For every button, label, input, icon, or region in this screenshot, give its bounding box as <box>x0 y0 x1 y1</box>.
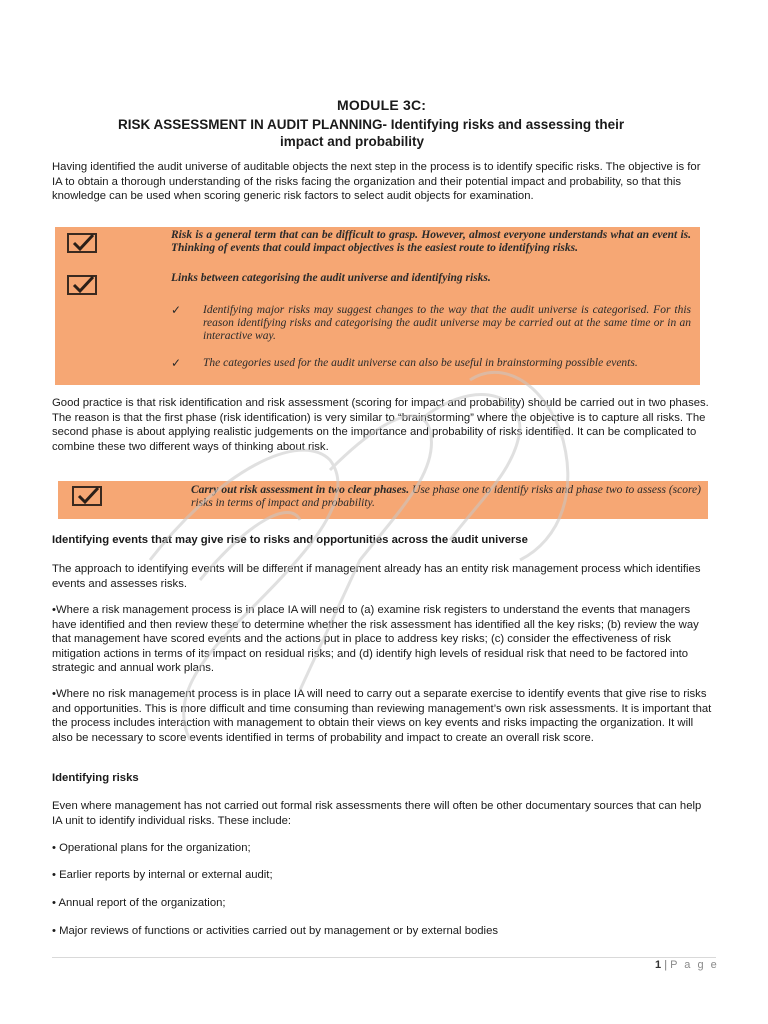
title-line-2: impact and probability <box>280 134 425 149</box>
list-item: • Operational plans for the organization; <box>52 842 251 854</box>
callout-box-1 <box>55 227 700 385</box>
page-number: 1 <box>655 959 662 971</box>
approach-paragraph: The approach to identifying events will be different if management already has an entity risk management process which identifies events and assesses risks. <box>52 563 701 590</box>
bullet-paragraph-1 <box>52 603 712 676</box>
section-heading-risks: Identifying risks <box>52 772 139 784</box>
tick-icon: ✓ <box>171 356 182 370</box>
bullet-text-1: Where a risk management process is in place IA will need to (a) examine risk registers to understand the events that managers have identified and then review these to determine whether the risk assessment has identified all the key risks; (b) review the way that management have scored events and the actions put in place to address key risks; (c) consider the effectiveness of risk mitigation actions in terms of its impact on residual risks; and (d) identify high levels of residual risk that need to be factored into strategic and annual work plans. <box>52 604 699 675</box>
bullet-paragraph-2 <box>52 687 712 745</box>
callout-tick-1: Identifying major risks may suggest changes to the way that the audit universe is categorised. For this reason identifying risks and categorising the audit universe may be carried out at the same time or in an interactive way. <box>203 304 691 342</box>
page-label: P a g e <box>670 959 719 971</box>
intro-paragraph: Having identified the audit universe of auditable objects the next step in the process is to identify specific risks. The objective is for IA to obtain a thorough understanding of the risks facing the organization and their potential impact and probability, so that this knowledge can be used when scoring generic risk factors to select audit objects for examination. <box>52 161 701 203</box>
checkbox-icon <box>67 233 97 253</box>
callout-links-heading: Links between categorising the audit universe and identifying risks. <box>171 272 491 284</box>
list-item: • Earlier reports by internal or external audit; <box>52 869 273 881</box>
list-item: • Major reviews of functions or activities carried out by management or by external bodies <box>52 925 498 937</box>
bullet-marker: • <box>52 688 56 700</box>
checkbox-icon <box>72 486 102 506</box>
bullet-marker: • <box>52 604 56 616</box>
tick-icon: ✓ <box>171 303 182 317</box>
callout-box-2 <box>58 481 708 519</box>
title-line-1: RISK ASSESSMENT IN AUDIT PLANNING- Identifying risks and assessing their <box>118 117 625 132</box>
sources-paragraph: Even where management has not carried out formal risk assessments there will often be other documentary sources that can help IA unit to identify individual risks. These include: <box>52 800 702 827</box>
module-title: MODULE 3C: <box>337 97 427 113</box>
callout-risk-text: Risk is a general term that can be difficult to grasp. However, almost everyone understands what an event is. Thinking of events that could impact objectives is the easiest route to identifying risks. <box>171 229 691 254</box>
good-practice-paragraph: Good practice is that risk identification and risk assessment (scoring for impact and probability) should be carried out in two phases. The reason is that the first phase (risk identification) is very similar to “brainstorming” where the objective is to capture all risks. The second phase is about applying realistic judgements on the importance and probability of risks identified. It can be complicated to combine these two different ways of thinking about risk. <box>52 397 709 453</box>
footer-separator: | <box>664 959 668 971</box>
page-footer <box>655 959 719 971</box>
section-heading-events: Identifying events that may give rise to risks and opportunities across the audit universe <box>52 534 528 546</box>
document-title <box>118 116 718 150</box>
callout-tick-2: The categories used for the audit universe can also be useful in brainstorming possible events. <box>203 357 638 369</box>
callout-phases-lead: Carry out risk assessment in two clear phases. <box>191 484 410 496</box>
list-item: • Annual report of the organization; <box>52 897 226 909</box>
callout-phases-text <box>191 484 701 510</box>
callout-phases-body: Use phase one to identify risks and phase two to assess (score) risks in terms of impact and probability. <box>191 484 701 509</box>
footer-divider <box>52 957 716 958</box>
bullet-text-2: Where no risk management process is in place IA will need to carry out a separate exercise to identify events that give rise to risks and opportunities. This is more difficult and time consuming than reviewing management’s own risk assessments. It is important that the process includes interaction with management to obtain their views on key events and risks impacting the organization. It will also be necessary to score events identified in terms of probability and impact to create an overall risk score. <box>52 688 712 744</box>
checkbox-icon <box>67 275 97 295</box>
